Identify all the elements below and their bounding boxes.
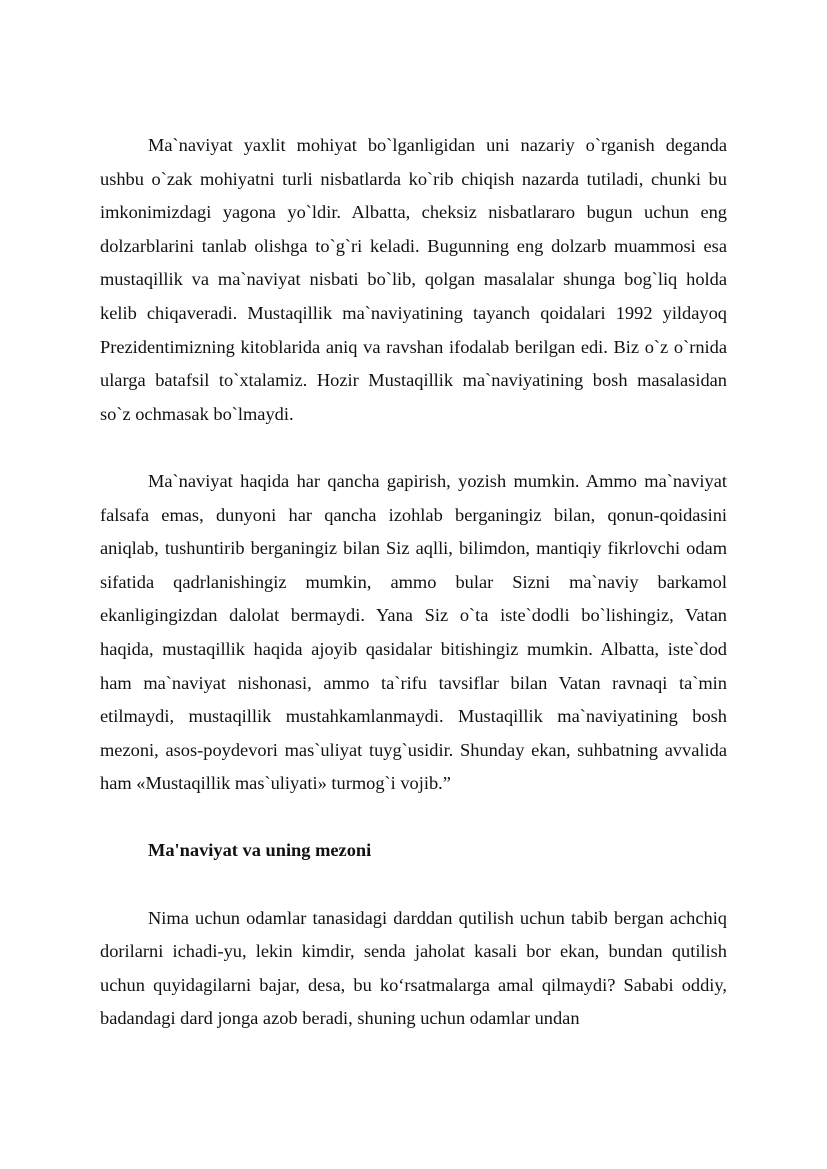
document-body — [100, 129, 727, 1036]
paragraph-1: Ma`naviyat yaxlit mohiyat bo`lganligidan uni nazariy o`rganish deganda ushbu o`zak mohiyatni turli nisbatlarda ko`rib chiqish nazarda tutiladi, chunki bu imkonimizdagi yagona yo`ldir. Albatta, cheksiz nisbatlararo bugun uchun eng dolzarblarini tanlab olishga to`g`ri keladi. Bugunning eng dolzarb muammosi esa mustaqillik va ma`naviyat nisbati bo`lib, qolgan masalalar shunga bog`liq holda kelib chiqaveradi. Mustaqillik ma`naviyatining tayanch qoidalari 1992 yildayoq Prezidentimizning kitoblarida aniq va ravshan ifodalab berilgan edi. Biz o`z o`rnida ularga batafsil to`xtalamiz. Hozir Mustaqillik ma`naviyatining bosh masalasidan so`z ochmasak bo`lmaydi. — [100, 135, 727, 424]
section-heading: Ma'naviyat va uning mezoni — [148, 840, 372, 861]
paragraph-2: Ma`naviyat haqida har qancha gapirish, yozish mumkin. Ammo ma`naviyat falsafa emas, dunyoni har qancha izohlab berganingiz bilan, qonun-qoidasini aniqlab, tushuntirib berganingiz bilan Siz aqlli, bilimdon, mantiqiy fikrlovchi odam sifatida qadrlanishingiz mumkin, ammo bular Sizni ma`naviy barkamol ekanligingizdan dalolat bermaydi. Yana Siz o`ta iste`dodli bo`lishingiz, Vatan haqida, mustaqillik haqida ajoyib qasidalar bitishingiz mumkin. Albatta, iste`dod ham ma`naviyat nishonasi, ammo ta`rifu tavsiflar bilan Vatan ravnaqi ta`min etilmaydi, mustaqillik mustahkamlanmaydi. Mustaqillik ma`naviyatining bosh mezoni, asos-poydevori mas`uliyat tuyg`usidir. Shunday ekan, suhbatning avvalida ham «Mustaqillik mas`uliyati» turmog`i vojib.” — [100, 470, 727, 794]
paragraph-3: Nima uchun odamlar tanasidagi darddan qutilish uchun tabib bergan achchiq dorilarni ichadi-yu, lekin kimdir, senda jaholat kasali bor ekan, bundan qutilish uchun quyidagilarni bajar, desa, bu ko‘rsatmalarga amal qilmaydi? Sababi oddiy, badandagi dard jonga azob beradi, shuning uchun odamlar undan — [100, 907, 727, 1029]
